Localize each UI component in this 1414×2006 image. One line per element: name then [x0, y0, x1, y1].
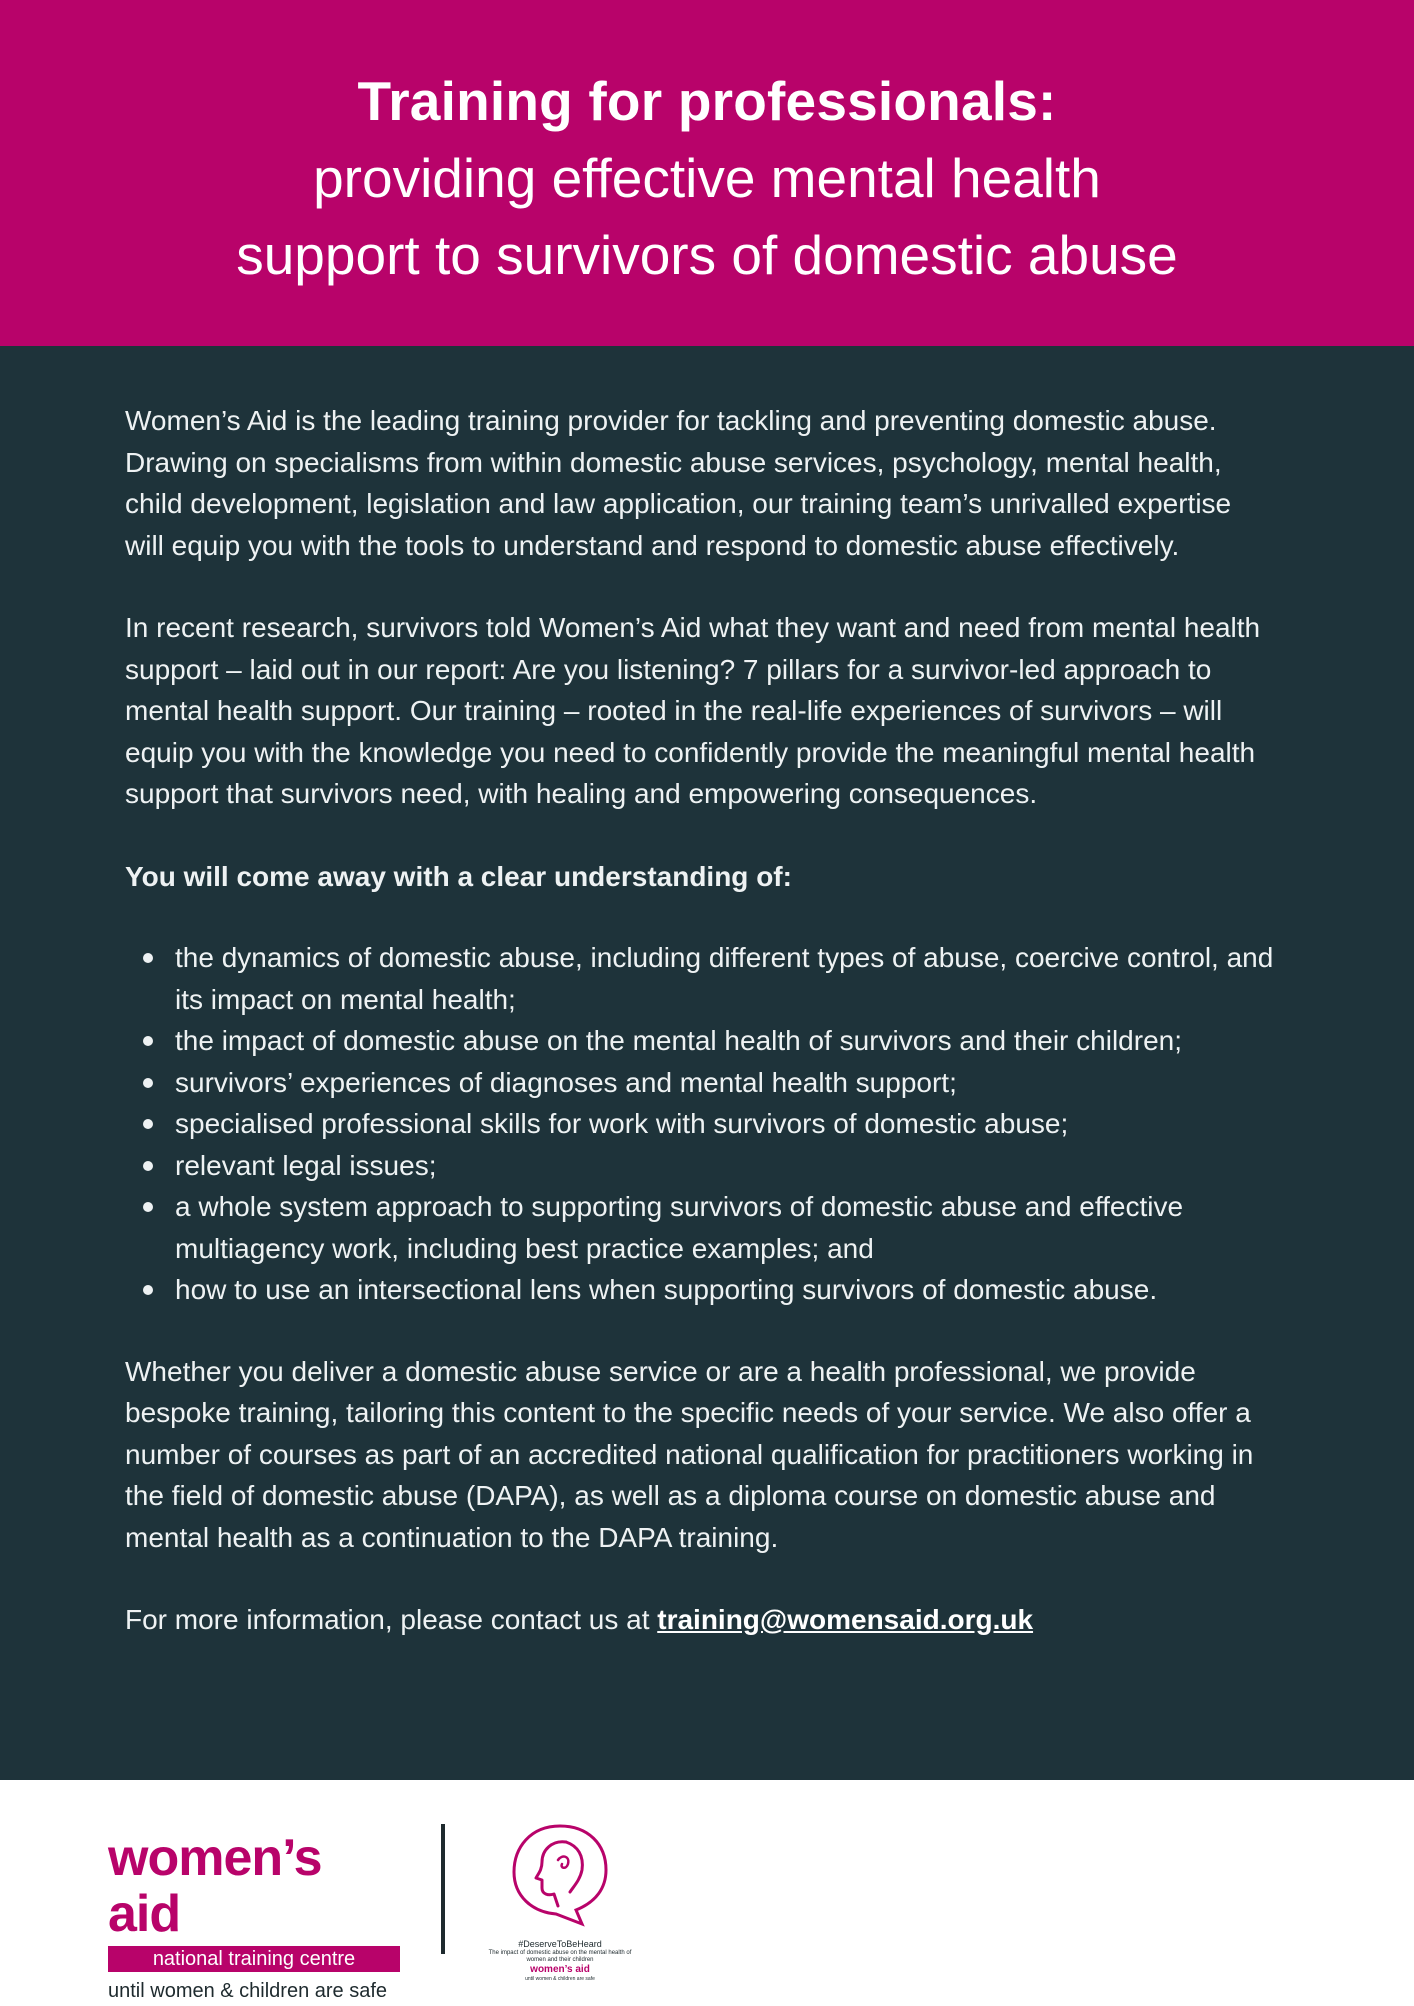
list-item	[175, 937, 1274, 1020]
footer	[0, 1780, 1414, 2000]
list-item	[175, 1269, 1274, 1311]
list-heading: You will come away with a clear understanding of:	[125, 860, 792, 892]
header-banner	[0, 0, 1414, 346]
page-subtitle-line-2: support to survivors of domestic abuse	[236, 224, 1178, 286]
intro-paragraph: Women’s Aid is the leading training provider for tackling and preventing domestic abuse. Drawing on specialisms from within domestic abuse services, psychology, mental health, child development, legislation and law application, our training team’s unrivalled expertise will equip you with the tools to understand and respond to domestic abuse effectively.	[125, 405, 1232, 561]
profile-speech-bubble-icon	[500, 1820, 620, 1932]
footer-divider	[441, 1824, 445, 1954]
bullet-icon	[143, 1036, 153, 1046]
page-title: Training for professionals:	[357, 70, 1057, 132]
campaign-tagline: until women & children are safe	[525, 1976, 595, 1982]
list-item-text: the impact of domestic abuse on the mental health of survivors and their children;	[175, 1025, 1182, 1056]
list-item	[175, 1103, 1274, 1145]
list-item-text: specialised professional skills for work with survivors of domestic abuse;	[175, 1108, 1069, 1139]
closing-paragraph: Whether you deliver a domestic abuse service or are a health professional, we provide bespoke training, tailoring this content to the specific needs of your service. We also offer a number of courses as part of an accredited national qualification for practitioners working in the field of domestic abuse (DAPA), as well as a diploma course on domestic abuse and mental health as a continuation to the DAPA training.	[125, 1355, 1254, 1553]
list-item	[175, 1186, 1274, 1269]
bullet-icon	[143, 1078, 153, 1088]
bullet-icon	[143, 1161, 153, 1171]
bullet-icon	[143, 953, 153, 963]
campaign-brand: women’s aid	[530, 1964, 590, 1975]
list-item	[175, 1145, 1274, 1187]
deserve-to-be-heard-logo	[480, 1820, 640, 1982]
list-item	[175, 1062, 1274, 1104]
bullet-icon	[143, 1285, 153, 1295]
main-content	[0, 346, 1414, 1780]
understanding-list	[125, 937, 1274, 1311]
contact-line	[125, 1599, 1274, 1641]
contact-email-link[interactable]: training@womensaid.org.uk	[657, 1604, 1034, 1635]
list-item-text: how to use an intersectional lens when supporting survivors of domestic abuse.	[175, 1274, 1158, 1305]
list-item-text: relevant legal issues;	[175, 1149, 437, 1181]
bullet-icon	[143, 1119, 153, 1129]
list-item-text: a whole system approach to supporting survivors of domestic abuse and effective multiagency work, including best practice examples; and	[175, 1191, 1184, 1264]
womens-aid-logo	[108, 1830, 400, 2006]
page-subtitle-line-1: providing effective mental health	[313, 147, 1101, 209]
campaign-description: The impact of domestic abuse on the mental health of women and their children	[488, 1950, 632, 1963]
list-item-text: survivors’ experiences of diagnoses and mental health support;	[175, 1066, 957, 1098]
list-item-text: the dynamics of domestic abuse, including different types of abuse, coercive control, and its impact on mental health;	[175, 942, 1274, 1015]
logo-brand-text: women’s aid	[108, 1829, 322, 1943]
logo-tagline: until women & children are safe	[108, 1980, 388, 2002]
list-item	[175, 1020, 1274, 1062]
contact-text: For more information, please contact us at	[125, 1604, 658, 1635]
research-paragraph: In recent research, survivors told Women’s Aid what they want and need from mental health support – laid out in our report: Are you listening? 7 pillars for a survivor-led approach to mental health support. Our training – rooted in the real-life experiences of survivors – will equip you with the knowledge you need to confidently provide the meaningful mental health support that survivors need, with healing and empowering consequences.	[125, 612, 1261, 809]
logo-subtitle: national training centre	[108, 1946, 400, 1972]
campaign-hashtag: #DeserveToBeHeard	[518, 1939, 602, 1949]
bullet-icon	[143, 1202, 153, 1212]
